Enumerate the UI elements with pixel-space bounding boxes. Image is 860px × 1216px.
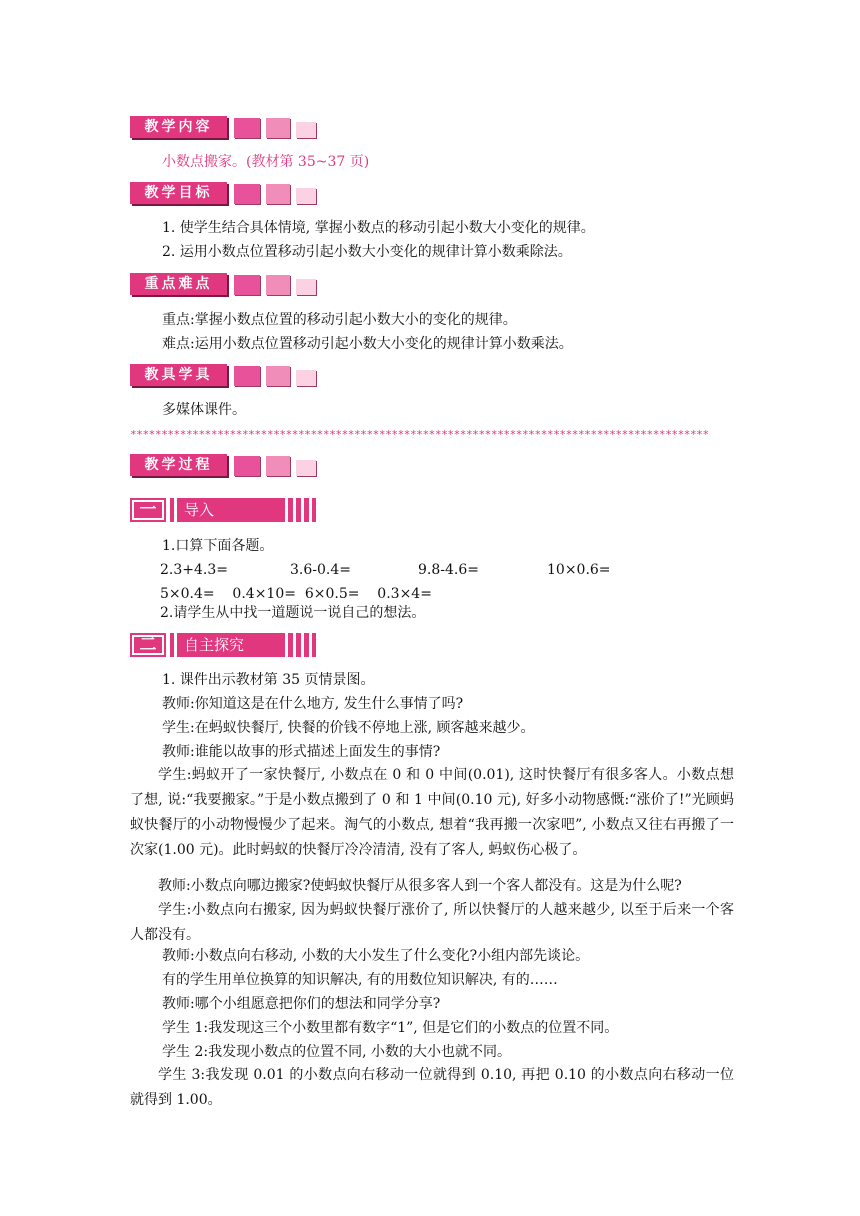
objective-item: 1. 使学生结合具体情境, 掌握小数点的移动引起小数大小变化的规律。	[162, 220, 595, 236]
teacher-question: 教师:小数点向哪边搬家?使蚂蚁快餐厅从很多客人到一个客人都没有。这是为什么呢?	[158, 878, 682, 894]
part-title: 导入	[184, 501, 215, 519]
part-number: 一	[130, 498, 166, 522]
tools-text: 多媒体课件。	[162, 402, 246, 418]
explore-line: 教师:小数点向右移动, 小数的大小发生了什么变化?小组内部先谈论。	[162, 948, 590, 964]
star-divider: *********************************************************************************************	[130, 428, 709, 441]
section-title: 教学内容	[130, 116, 227, 138]
decor-square	[234, 118, 260, 138]
explore-line: 教师:哪个小组愿意把你们的想法和同学分享?	[162, 996, 441, 1012]
decor-square	[234, 275, 260, 295]
student-answer: 学生:小数点向右搬家, 因为蚂蚁快餐厅涨价了, 所以快餐厅的人越来越少, 以至于后来一个客人都没有。	[130, 902, 734, 943]
decor-square	[266, 118, 290, 138]
math-problem: 3.6-0.4=	[290, 562, 351, 578]
key-point-item: 难点:运用小数点位置移动引起小数大小变化的规律计算小数乘法。	[162, 336, 573, 352]
decor-square	[296, 122, 316, 138]
explore-line: 学生 1:我发现这三个小数里都有数字“1”, 但是它们的小数点的位置不同。	[162, 1020, 619, 1036]
objective-item: 2. 运用小数点位置移动引起小数大小变化的规律计算小数乘除法。	[162, 244, 572, 260]
decor-square	[234, 184, 260, 204]
explore-line: 有的学生用单位换算的知识解决, 有的用数位知识解决, 有的……	[162, 972, 558, 988]
decor-square	[266, 184, 290, 204]
section-title: 教具学具	[130, 364, 227, 386]
math-problem: 10×0.6=	[547, 562, 611, 578]
decor-square	[266, 366, 290, 386]
decor-square	[266, 275, 290, 295]
part-header-intro	[130, 498, 316, 522]
explore-line: 教师:谁能以故事的形式描述上面发生的事情?	[162, 744, 441, 760]
decor-square	[296, 279, 316, 295]
content-text: 小数点搬家。(教材第 35~37 页)	[162, 154, 370, 170]
student3-paragraph: 学生 3:我发现 0.01 的小数点向右移动一位就得到 0.10, 再把 0.10 的小数点向右移动一位就得到 1.00。	[130, 1067, 734, 1108]
explore-line: 学生:在蚂蚁快餐厅, 快餐的价钱不停地上涨, 顾客越来越少。	[162, 720, 535, 736]
key-point-item: 重点:掌握小数点位置的移动引起小数大小的变化的规律。	[162, 312, 517, 328]
part-title: 自主探究	[184, 636, 245, 654]
decor-square	[234, 456, 260, 476]
math-problems-row: 5×0.4= 0.4×10= 6×0.5= 0.3×4=	[160, 586, 432, 602]
decor-square	[296, 460, 316, 476]
decor-square	[296, 188, 316, 204]
explore-line: 学生 2:我发现小数点的位置不同, 小数的大小也就不同。	[162, 1044, 511, 1060]
part-number: 二	[130, 633, 166, 657]
section-title: 教学目标	[130, 182, 227, 204]
section-title: 重点难点	[130, 273, 227, 295]
math-problem: 2.3+4.3=	[160, 562, 228, 578]
section-title: 教学过程	[130, 454, 227, 476]
explore-line: 教师:你知道这是在什么地方, 发生什么事情了吗?	[162, 696, 464, 712]
explore-line: 1. 课件出示教材第 35 页情景图。	[162, 672, 375, 688]
part-header-explore	[130, 633, 316, 657]
decor-square	[234, 366, 260, 386]
decor-square	[296, 370, 316, 386]
intro-line: 2.请学生从中找一道题说一说自己的想法。	[160, 605, 426, 621]
decor-square	[266, 456, 290, 476]
intro-line: 1.口算下面各题。	[162, 538, 274, 554]
story-paragraph: 学生:蚂蚁开了一家快餐厅, 小数点在 0 和 0 中间(0.01), 这时快餐厅有很多客人。小数点想了想, 说:“我要搬家。”于是小数点搬到了 0 和 1 中间(0.10 元), 好多小动物感慨:“涨价了!”光顾蚂蚁快餐厅的小动物慢慢少了起来。淘气的小数点, 想着“我再搬一次家吧”, 小数点又往右再搬了一次家(1.00 元)。此时蚂蚁的快餐厅冷冷清清, 没有了客人, 蚂蚁伤心极了。	[130, 767, 734, 858]
math-problem: 9.8-4.6=	[418, 562, 479, 578]
